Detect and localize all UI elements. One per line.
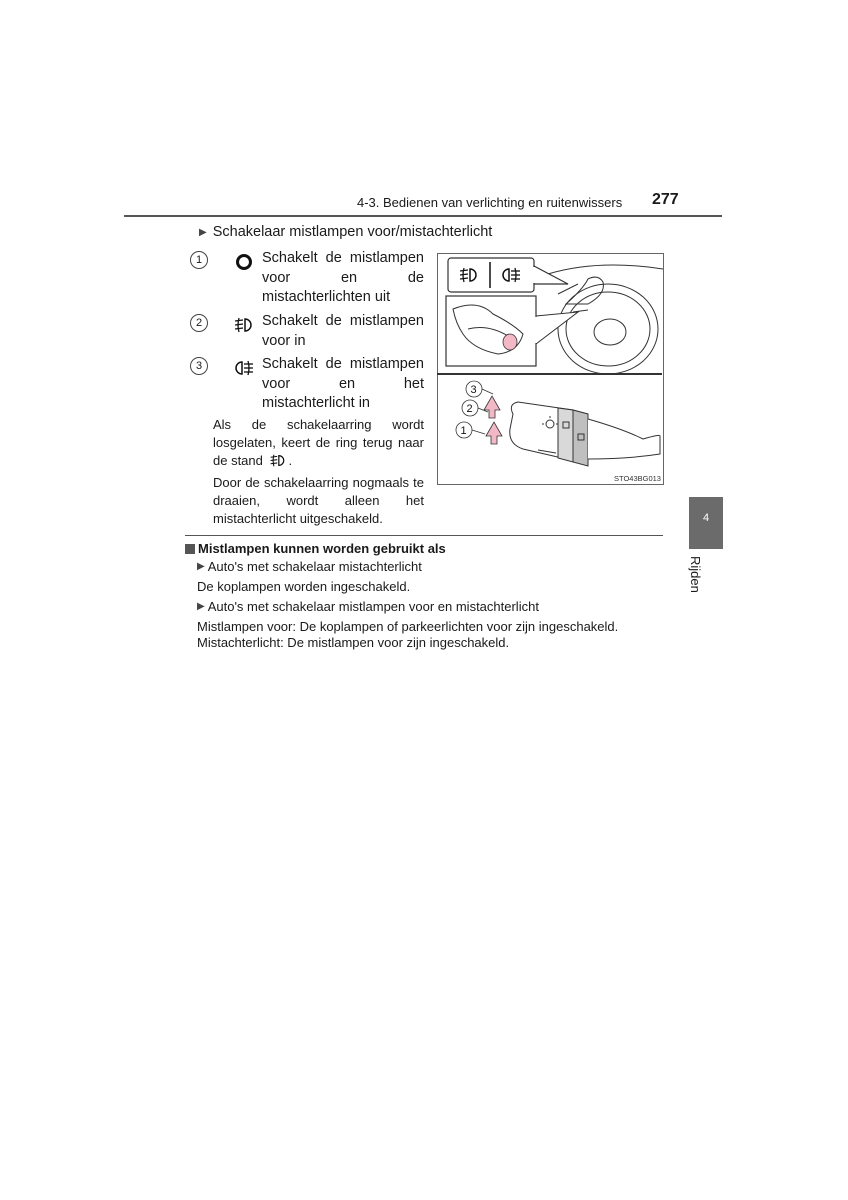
callout-3: 3 <box>470 384 477 396</box>
list-item <box>190 355 426 414</box>
header-divider <box>124 215 722 217</box>
running-header: 4-3. Bedienen van verlichting en ruitenwissers <box>357 195 623 210</box>
item-text: Schakelt de mistlampen voor en het mistachterlicht in <box>262 356 424 411</box>
callout-2: 2 <box>466 403 473 415</box>
item-number: 2 <box>190 314 208 332</box>
callout-1: 1 <box>460 425 467 437</box>
note-release-end: . <box>288 453 293 468</box>
info-heading-text: Mistlampen kunnen worden gebruikt als <box>198 541 446 556</box>
item-number: 1 <box>190 251 208 269</box>
section-heading <box>199 224 492 240</box>
list-item <box>190 312 426 351</box>
note-release-text: Als de schakelaarring wordt losgelaten, keert de ring terug naar de stand <box>213 417 424 468</box>
front-fog-icon <box>228 312 260 351</box>
sub-bullet-text: Auto's met schakelaar mistlampen voor en mistachterlicht <box>207 599 539 614</box>
body-text: Mistlampen voor: De koplampen of parkeerlichten voor zijn ingeschakeld. <box>197 619 619 634</box>
note-turn-again: Door de schakelaarring nogmaals te draaien, wordt alleen het mistachterlicht uitgeschakeld. <box>213 475 424 526</box>
square-bullet-icon <box>185 544 195 554</box>
section-divider <box>185 535 663 536</box>
illustration-code: STO43BG013 <box>614 474 661 483</box>
rear-fog-icon <box>228 355 260 414</box>
sub-bullet-text: Auto's met schakelaar mistachterlicht <box>207 559 422 574</box>
off-ring-icon <box>228 249 260 308</box>
front-fog-icon <box>269 453 287 468</box>
item-text: Schakelt de mistlampen voor en de mistachterlichten uit <box>262 250 424 305</box>
section-heading-text: Schakelaar mistlampen voor/mistachterlicht <box>212 224 493 240</box>
chapter-tab: 4 <box>689 497 723 549</box>
sub-bullet <box>197 599 539 614</box>
lever-drawing <box>510 402 660 466</box>
triangle-bullet-icon: ▶ <box>199 226 207 238</box>
chapter-label: Rijden <box>688 556 703 593</box>
note-release <box>213 416 424 470</box>
sub-bullet <box>197 559 422 574</box>
info-heading <box>185 541 446 556</box>
page-number: 277 <box>652 191 679 208</box>
item-text: Schakelt de mistlampen voor in <box>262 313 424 349</box>
switch-illustration <box>437 253 664 485</box>
icon-callout-balloon <box>448 258 568 292</box>
triangle-bullet-icon: ▶ <box>197 561 205 572</box>
item-number: 3 <box>190 357 208 375</box>
body-text: Mistachterlicht: De mistlampen voor zijn ingeschakeld. <box>197 635 510 650</box>
list-item <box>190 249 426 308</box>
triangle-bullet-icon: ▶ <box>197 601 205 612</box>
body-text: De koplampen worden ingeschakeld. <box>197 579 411 594</box>
illustration-divider <box>437 373 662 375</box>
rotation-arrows <box>484 396 502 444</box>
